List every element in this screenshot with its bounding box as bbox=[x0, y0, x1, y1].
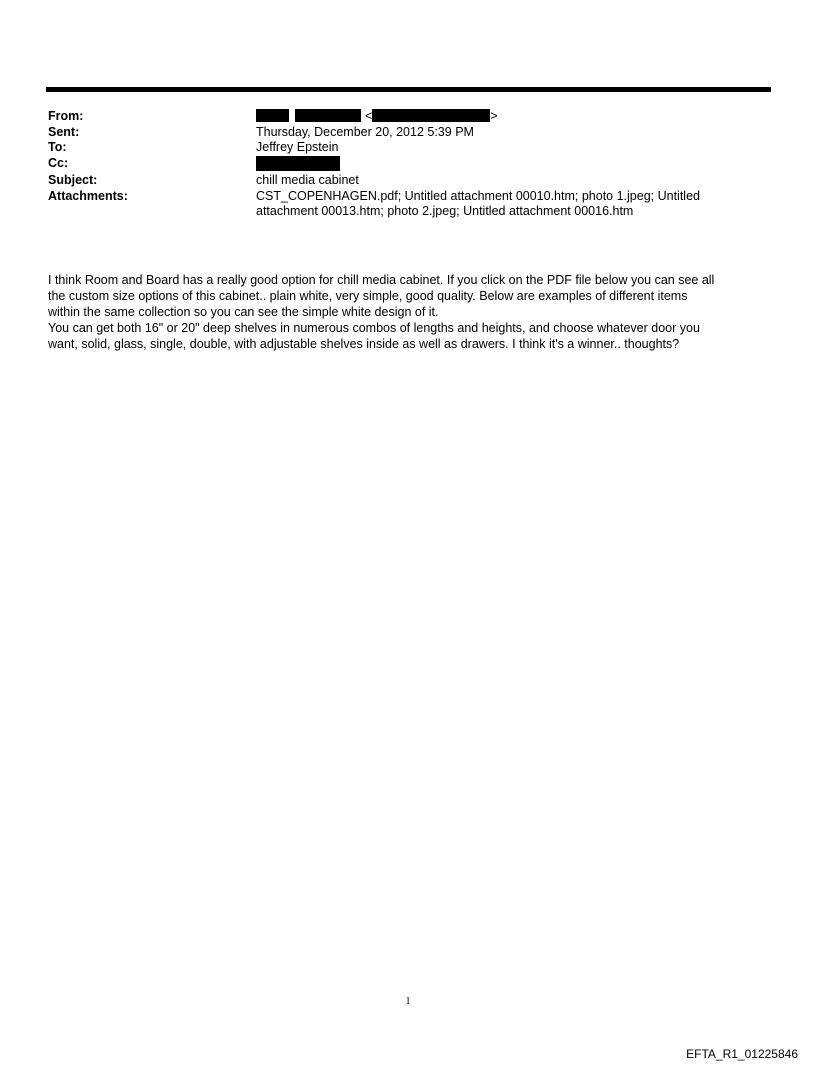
sent-row bbox=[48, 125, 748, 141]
to-row bbox=[48, 140, 748, 156]
body-line-3: within the same collection so you can see the simple white design of it. bbox=[48, 305, 439, 319]
from-lt: < bbox=[364, 109, 373, 123]
subject-row bbox=[48, 173, 748, 189]
attachments-value bbox=[256, 189, 748, 220]
body-line-1: I think Room and Board has a really good option for chill media cabinet. If you click on the PDF file below you can see all bbox=[48, 273, 715, 287]
email-body bbox=[48, 272, 778, 352]
header-rule bbox=[46, 87, 771, 92]
sent-value: Thursday, December 20, 2012 5:39 PM bbox=[256, 124, 474, 139]
attachments-label: Attachments: bbox=[48, 188, 128, 203]
cc-value bbox=[256, 156, 748, 174]
email-header bbox=[48, 109, 748, 220]
attachments-line-1: CST_COPENHAGEN.pdf; Untitled attachment 00010.htm; photo 1.jpeg; Untitled bbox=[256, 188, 700, 203]
subject-value: chill media cabinet bbox=[256, 173, 359, 187]
from-row bbox=[48, 109, 748, 125]
redaction-block bbox=[372, 109, 490, 122]
from-gt: > bbox=[490, 109, 498, 123]
from-label: From: bbox=[48, 109, 84, 123]
sent-label: Sent: bbox=[48, 124, 80, 139]
page-number: 1 bbox=[405, 996, 411, 1007]
cc-row bbox=[48, 156, 748, 174]
redaction-block bbox=[295, 109, 361, 122]
attachments-row bbox=[48, 189, 748, 220]
subject-label: Subject: bbox=[48, 173, 98, 187]
to-label: To: bbox=[48, 140, 67, 154]
cc-label: Cc: bbox=[48, 155, 69, 170]
to-value: Jeffrey Epstein bbox=[256, 140, 339, 154]
body-line-2: the custom size options of this cabinet.. plain white, very simple, good quality. Below are examples of different items bbox=[48, 289, 688, 303]
from-value bbox=[256, 109, 748, 125]
redaction-block bbox=[256, 156, 340, 171]
document-id: EFTA_R1_01225846 bbox=[686, 1047, 798, 1061]
body-line-5: want, solid, glass, single, double, with adjustable shelves inside as well as drawers. I think it's a winner.. thoughts? bbox=[48, 337, 680, 351]
attachments-line-2: attachment 00013.htm; photo 2.jpeg; Untitled attachment 00016.htm bbox=[256, 204, 634, 218]
body-line-4: You can get both 16" or 20" deep shelves in numerous combos of lengths and heights, and choose whatever door you bbox=[48, 321, 700, 335]
redaction-block bbox=[256, 109, 289, 122]
